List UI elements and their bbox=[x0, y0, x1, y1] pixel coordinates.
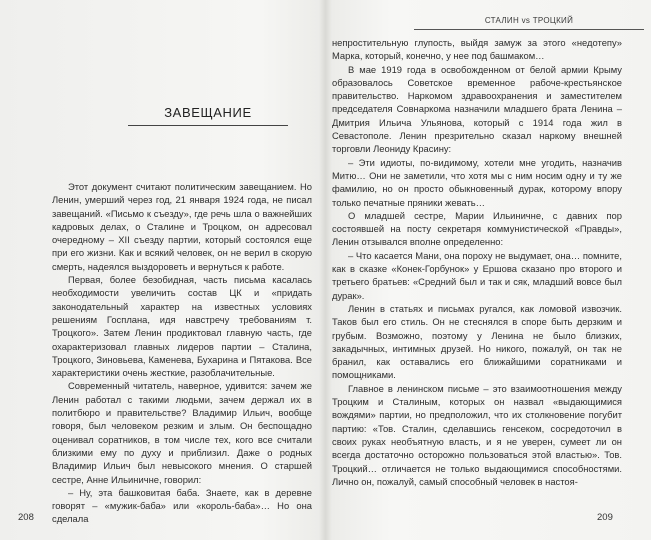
paragraph: Первая, более безобидная, часть письма касалась необходимости увеличить состав ЦК и «придать законодательный характер на известных условиях решениям Госплана, идя навстречу требованиям т. Троцкого». Затем Ленин продиктовал главную часть, где охарактеризовал главных лидеров партии – Сталина, Троцкого, Зиновьева, Каменева, Бухарина и Пятакова. Все характеристики очень жесткие, разоблачительные. bbox=[52, 274, 312, 379]
left-page-body bbox=[52, 180, 312, 526]
right-page bbox=[326, 0, 651, 540]
paragraph: Ленин в статьях и письмах ругался, как ломовой извозчик. Таков был его стиль. Он не стеснялся в споре быть дерзким и грубым. Возможно, поэтому у Ленина не было близких, закадычных, интимных друзей. Но никого, пожалуй, он так не бранил, как оставались его ближайшими соратниками и помощниками. bbox=[332, 302, 622, 381]
paragraph: В мае 1919 года в освобожденном от белой армии Крыму образовалось Советское временное рабоче-крестьянское правительство. Наркомом здравоохранения и заместителем председателя Совнаркома назначили младшего брата Ленина – Дмитрия Ильича Ульянова, который с 1914 года жил в Севастополе. Ленин презрительно сказал наркому внешней торговли Леониду Красину: bbox=[332, 63, 622, 155]
paragraph: – Что касается Мани, она пороху не выдумает, она… помните, как в сказке «Конек-Горбунок» у Ершова сказано про второго и третьего братьев: «Средний был и так и сяк, младший вовсе был дурак». bbox=[332, 249, 622, 301]
right-page-body bbox=[332, 36, 622, 488]
paragraph: Главное в ленинском письме – это взаимоотношения между Троцким и Сталиным, которых он назвал «выдающимися вождями» партии, но предположил, что их столкновение погубит партию: «Тов. Сталин, сделавшись генсеком, сосредоточил в своих руках необъятную власть, и я не уверен, сумеет ли он всегда достаточно осторожно пользоваться этой властью». Тов. Троцкий… отличается не только выдающимися способностями. Лично он, пожалуй, самый способный человек в настоя- bbox=[332, 382, 622, 487]
running-head: СТАЛИН vs ТРОЦКИЙ bbox=[484, 16, 574, 25]
paragraph: Современный читатель, наверное, удивится: зачем же Ленин работал с такими людьми, зачем держал их в политбюро и правительстве? Владимир Ильич, вообще говоря, был человеком резким и злым. Он беспощадно оценивал соратников, в том числе тех, кого все считали близкими ему по духу и приблизил. Даже о родных Владимир Ильич был невысокого мнения. О старшей сестре, Анне Ильиничне, говорил: bbox=[52, 380, 312, 485]
chapter-title: ЗАВЕЩАНИЕ bbox=[164, 105, 252, 120]
page-number-right: 209 bbox=[597, 512, 613, 523]
chapter-title-rule bbox=[128, 125, 288, 126]
paragraph: Этот документ считают политическим завещанием. Но Ленин, умерший через год, 21 января 1924 года, не писал завещаний. «Письмо к съезду», где речь шла о важнейших кадровых делах, о Сталине и Троцком, он адресовал очередному – XII съезду партии, который состоялся еще при его жизни. Как и всякий человек, он не верил в скорую смерть, надеялся выздороветь и вернуться к работе. bbox=[52, 181, 312, 272]
paragraph: – Эти идиоты, по-видимому, хотели мне угодить, назначив Митю… Они не заметили, что хотя мы с ним носим одну и ту же фамилию, но он просто обыкновенный дурак, которому впору только печатные пряники жевать… bbox=[332, 156, 622, 208]
running-head-rule bbox=[414, 29, 644, 30]
page-number-left: 208 bbox=[18, 512, 34, 523]
paragraph: непростительную глупость, выйдя замуж за этого «недотепу» Марка, который, конечно, у нее под башмаком… bbox=[332, 37, 622, 62]
paragraph: О младшей сестре, Марии Ильиничне, с давних пор состоявшей на посту секретаря коммунистической «Правды», Ленин отзывался вполне определенно: bbox=[332, 209, 622, 248]
paragraph: – Ну, эта башковитая баба. Знаете, как в деревне говорят – «мужик-баба» или «король-баба»… Но она сделала bbox=[52, 486, 312, 525]
